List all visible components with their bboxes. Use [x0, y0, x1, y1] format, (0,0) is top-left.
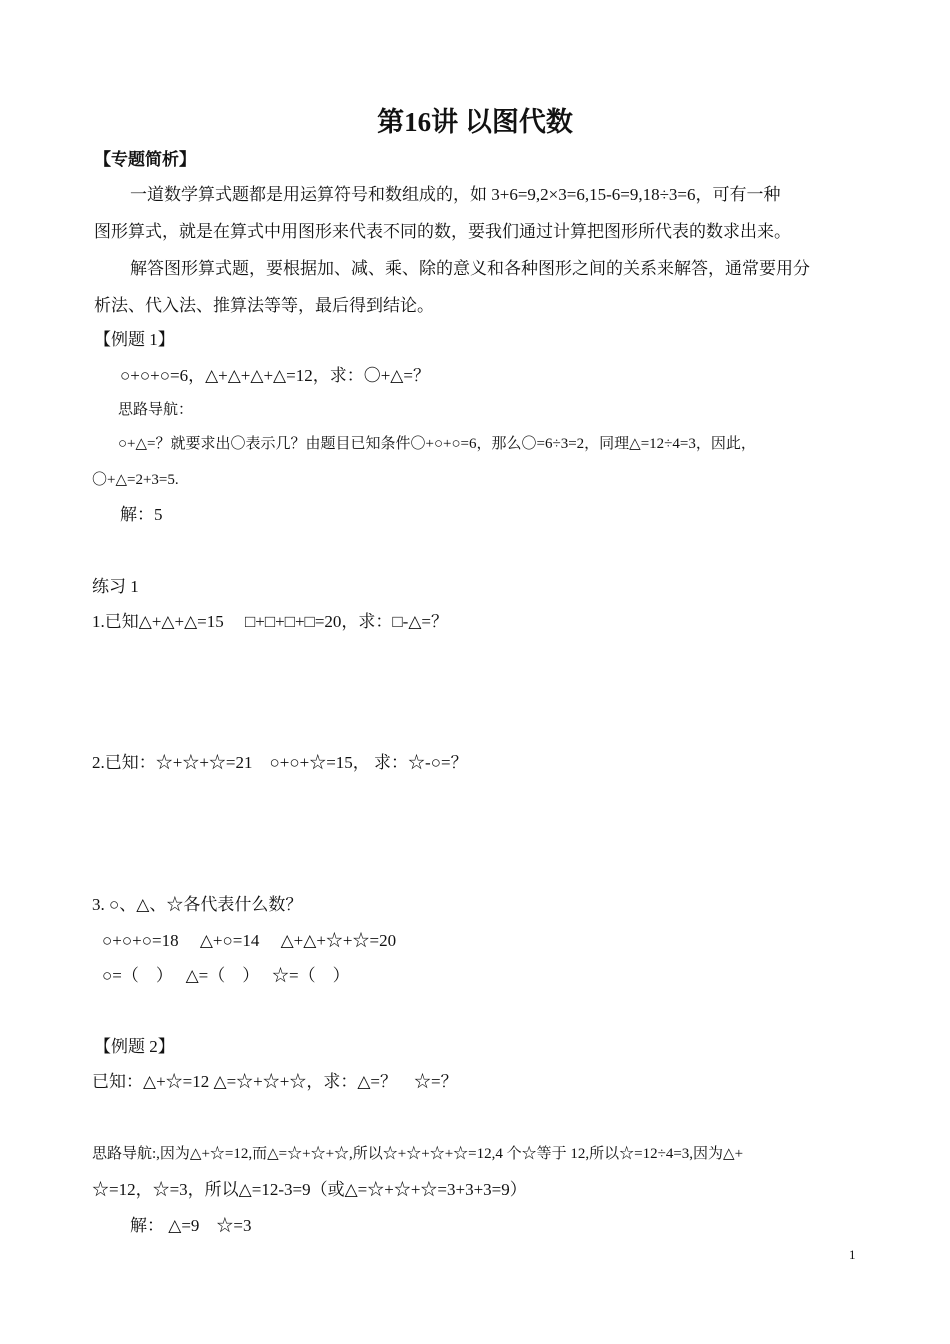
- example-1-heading: 【例题 1】: [94, 330, 175, 349]
- example-2-question: 已知：△+☆=12 △=☆+☆+☆，求：△=？ ☆=？: [92, 1072, 458, 1091]
- example-1-answer: 解：5: [120, 505, 163, 524]
- example-1-question: ○+○+○=6，△+△+△+△=12，求：〇+△=？: [120, 366, 430, 385]
- intro-paragraph-2-line-2: 析法、代入法、推算法等等，最后得到结论。: [94, 296, 434, 315]
- example-2-guide-line-1: 思路导航:,因为△+☆=12,而△=☆+☆+☆,所以☆+☆+☆+☆=12,4 个☆等于 12,所以☆=12÷4=3,因为△+: [92, 1146, 744, 1162]
- example-1-guide-label: 思路导航：: [118, 402, 194, 418]
- example-2-heading: 【例题 2】: [94, 1037, 175, 1056]
- practice-1-question-3-equations: ○+○+○=18 △+○=14 △+△+☆+☆=20: [102, 931, 397, 950]
- example-1-guide-line-1: ○+△=？就要求出〇表示几？由题目已知条件〇+○+○=6，那么〇=6÷3=2，同理△=12÷4=3，因此，: [118, 436, 756, 452]
- page-number: 1: [849, 1247, 856, 1262]
- practice-1-question-3: 3. ○、△、☆各代表什么数？: [92, 895, 303, 914]
- intro-heading: 【专题简析】: [94, 150, 196, 169]
- example-2-guide-line-2: ☆=12，☆=3，所以△=12-3=9（或△=☆+☆+☆=3+3+3=9）: [92, 1180, 527, 1199]
- page-title: 第16讲 以图代数: [377, 107, 573, 137]
- intro-paragraph-1-line-2: 图形算式，就是在算式中用图形来代表不同的数，要我们通过计算把图形所代表的数求出来。: [94, 222, 791, 241]
- practice-1-question-3-blanks: ○=（ ） △=（ ） ☆=（ ）: [102, 966, 350, 985]
- intro-paragraph-2-line-1: 解答图形算式题，要根据加、减、乘、除的意义和各种图形之间的关系来解答，通常要用分: [130, 259, 810, 278]
- intro-paragraph-1-line-1: 一道数学算式题都是用运算符号和数组成的，如 3+6=9,2×3=6,15-6=9,18÷3=6，可有一种: [130, 185, 781, 204]
- practice-1-question-1: 1.已知△+△+△=15 □+□+□+□=20，求：□-△=？: [92, 612, 448, 631]
- example-1-guide-line-2: 〇+△=2+3=5.: [92, 472, 179, 488]
- example-2-answer: 解： △=9 ☆=3: [130, 1216, 252, 1235]
- practice-1-heading: 练习 1: [92, 577, 139, 596]
- practice-1-question-2: 2.已知：☆+☆+☆=21 ○+○+☆=15， 求：☆-○=？: [92, 753, 468, 772]
